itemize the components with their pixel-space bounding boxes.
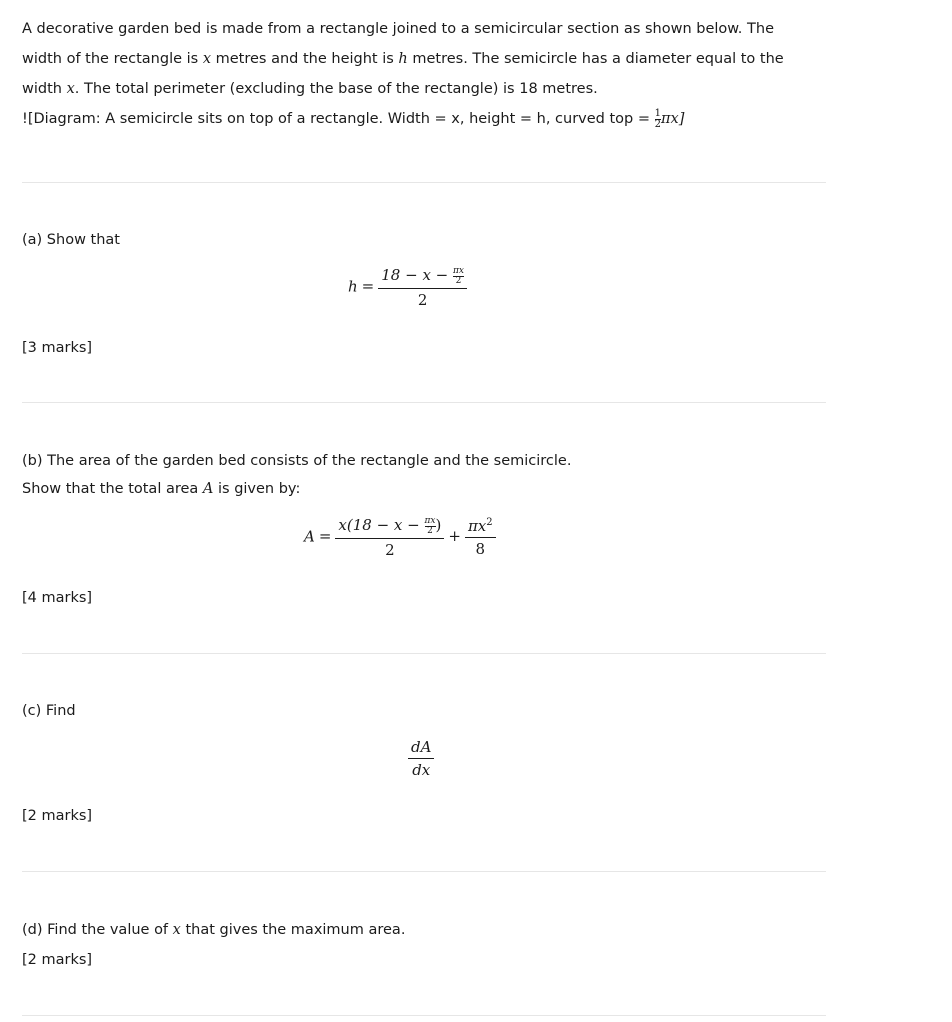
- diagram-note-tail: πx]: [661, 111, 685, 127]
- part-b-marks: [4 marks]: [22, 590, 93, 606]
- nested-fraction: [425, 517, 436, 536]
- intro-line-2: [22, 44, 822, 74]
- formula-lhs: h: [348, 277, 358, 296]
- fraction-denominator: 2: [654, 118, 662, 130]
- part-b-text: Show that the total area: [22, 481, 199, 497]
- main-fraction: [378, 266, 467, 309]
- part-b-line-2: [22, 475, 300, 503]
- part-b-formula: [304, 516, 496, 559]
- part-d-marks: [2 marks]: [22, 952, 93, 968]
- variable-a: A: [202, 481, 214, 497]
- part-a-label: [22, 226, 120, 254]
- exponent: 2: [486, 516, 493, 528]
- section-divider: [22, 1015, 826, 1016]
- part-d-text: (d) Find the value of: [22, 922, 169, 938]
- intro-line-1: [22, 14, 822, 44]
- fraction-denominator: 8: [465, 537, 496, 558]
- question-intro: [22, 14, 822, 134]
- variable-x: x: [66, 81, 75, 97]
- numerator-text: x(18 − x −: [338, 516, 425, 534]
- derivative-fraction: [408, 738, 434, 779]
- rectangle-area-fraction: [335, 516, 444, 559]
- nested-denominator: 2: [425, 526, 436, 536]
- numerator-text: πx: [467, 516, 487, 535]
- part-b-label: [22, 447, 571, 475]
- equals-sign: =: [361, 277, 375, 296]
- intro-text: A decorative garden bed is made from a rectangle joined to a semicircular section as shown below. The: [22, 21, 774, 37]
- fraction-numerator: 1: [654, 107, 662, 119]
- variable-h: h: [398, 51, 408, 67]
- variable-x: x: [202, 51, 212, 67]
- nested-fraction: [453, 267, 464, 286]
- nested-numerator: πx: [453, 265, 465, 276]
- part-b-text: (b) The area of the garden bed consists of the rectangle and the semicircle.: [22, 453, 572, 469]
- equals-sign: =: [318, 527, 332, 546]
- formula-lhs: A: [304, 527, 315, 546]
- intro-text: metres and the height is: [215, 51, 394, 67]
- part-a-marks: [3 marks]: [22, 340, 93, 356]
- fraction-numerator: [378, 266, 467, 288]
- part-c-marks: [2 marks]: [22, 808, 93, 824]
- part-c-label: [22, 697, 76, 725]
- part-a-formula: [348, 266, 467, 309]
- part-c-formula: [408, 738, 434, 779]
- part-a-text: (a) Show that: [22, 232, 120, 248]
- nested-denominator: 2: [453, 276, 464, 286]
- part-d-label: [22, 916, 405, 944]
- diagram-note-text: ![Diagram: A semicircle sits on top of a rectangle. Width = x, height = h, curved top =: [22, 111, 655, 127]
- numerator-text: 18 − x −: [381, 266, 454, 284]
- part-d-text: that gives the maximum area.: [185, 922, 406, 938]
- fraction-denominator: dx: [408, 758, 434, 779]
- fraction-numerator: dA: [411, 738, 432, 756]
- closing-paren: ): [435, 516, 442, 534]
- semicircle-area-fraction: [465, 517, 496, 558]
- variable-x: x: [172, 922, 181, 938]
- fraction-numerator: [465, 517, 496, 537]
- section-divider: [22, 402, 826, 403]
- part-c-text: (c) Find: [22, 703, 76, 719]
- intro-text: width of the rectangle is: [22, 51, 199, 67]
- section-divider: [22, 871, 826, 872]
- nested-numerator: πx: [424, 515, 436, 526]
- plus-sign: +: [448, 527, 461, 546]
- fraction-numerator: [335, 516, 444, 538]
- diagram-placeholder: [22, 104, 822, 134]
- fraction-denominator: 2: [378, 288, 467, 309]
- intro-line-3: [22, 74, 822, 104]
- intro-text: . The total perimeter (excluding the base of the rectangle) is 18 metres.: [74, 81, 598, 97]
- section-divider: [22, 182, 826, 183]
- intro-text: metres. The semicircle has a diameter equal to the: [412, 51, 784, 67]
- fraction-denominator: 2: [335, 538, 444, 559]
- intro-text: width: [22, 81, 62, 97]
- part-b-text: is given by:: [218, 481, 301, 497]
- section-divider: [22, 653, 826, 654]
